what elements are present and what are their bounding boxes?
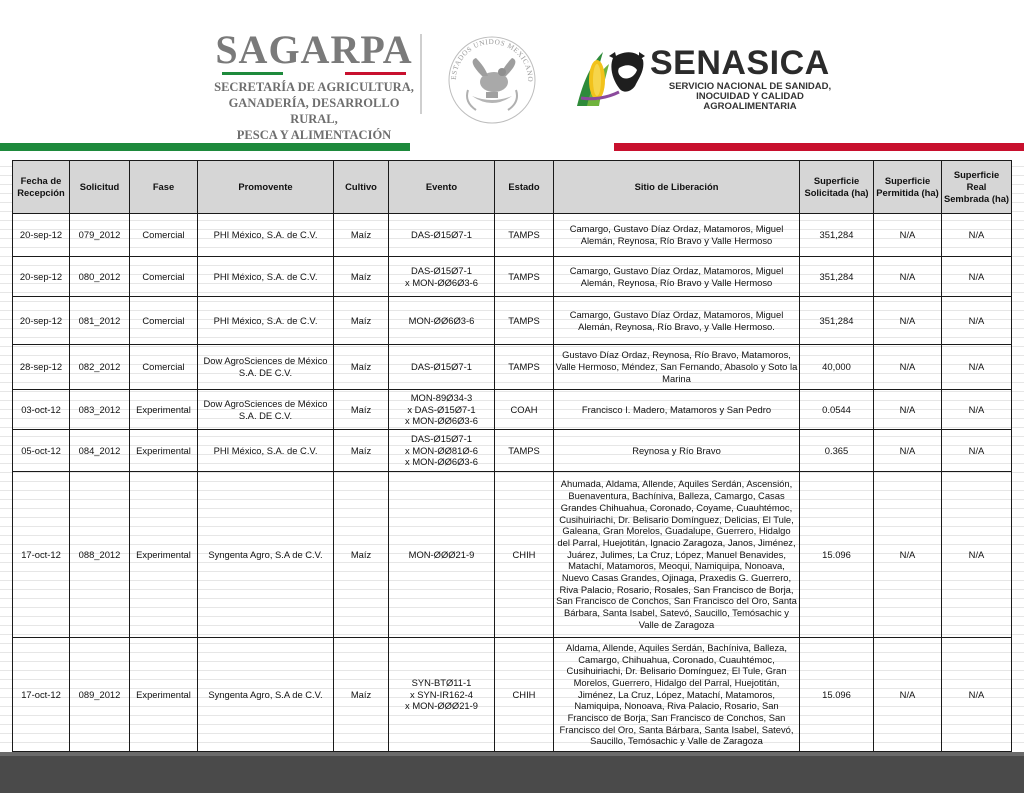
cell-evento: MON-ØØØ21-9: [389, 472, 495, 638]
cell-sembrada: N/A: [942, 638, 1012, 752]
cell-solicitud: 081_2012: [70, 297, 130, 345]
cell-sitio: Francisco I. Madero, Matamoros y San Pedro: [554, 390, 800, 430]
cell-permitida: N/A: [874, 390, 942, 430]
cell-promovente: Syngenta Agro, S.A de C.V.: [198, 638, 334, 752]
cell-solicitada: 15.096: [800, 638, 874, 752]
cell-solicitada: 351,284: [800, 297, 874, 345]
cell-fecha: 20-sep-12: [13, 257, 70, 297]
cell-solicitud: 082_2012: [70, 345, 130, 390]
cell-evento: SYN-BTØ11-1 x SYN-IR162-4 x MON-ØØØ21-9: [389, 638, 495, 752]
cell-evento: MON-ØØ6Ø3-6: [389, 297, 495, 345]
table-row: [13, 430, 1012, 472]
senasica-brand: [650, 46, 850, 112]
senasica-name: SENASICA: [650, 44, 830, 82]
cell-sitio: Aldama, Allende, Aquiles Serdán, Bachíniva, Balleza, Camargo, Chihuahua, Coronado, Cuauhtémoc, Cusihuiriachi, Dr. Belisario Domínguez, El Tule, Gran Morelos, Guerrero, Hidalgo del Parral, Huejotitán, Jiménez, La Cruz, López, Matachí, Matamoros, Namiquipa, Nonoava, Riva Palacio, Rosario, San Francisco de Borja, San Francisco de Conchos, San Francisco del Oro, Santa Bárbara, Santa Isabel, Satevó, Saucillo, Temósachic y Valle de Zaragoza: [554, 638, 800, 752]
mexico-seal-icon: [442, 30, 542, 126]
cell-fase: Comercial: [130, 257, 198, 297]
cell-sitio: Camargo, Gustavo Díaz Ordaz, Matamoros, Miguel Alemán, Reynosa, Río Bravo y Valle Hermoso: [554, 257, 800, 297]
cell-permitida: N/A: [874, 472, 942, 638]
sagarpa-logo: [214, 27, 414, 142]
col-cultivo-header: Cultivo: [334, 161, 389, 214]
cell-sitio: Camargo, Gustavo Díaz Ordaz, Matamoros, Miguel Alemán, Reynosa, Río Bravo y Valle Hermoso: [554, 214, 800, 257]
cell-fase: Experimental: [130, 638, 198, 752]
cell-solicitud: 084_2012: [70, 430, 130, 472]
cell-solicitada: 40,000: [800, 345, 874, 390]
cell-permitida: N/A: [874, 430, 942, 472]
cell-cultivo: Maíz: [334, 214, 389, 257]
sagarpa-flag-stripe: [222, 72, 406, 75]
seal-text: ESTADOS UNIDOS MEXICANO: [449, 37, 535, 83]
cell-sitio: Camargo, Gustavo Díaz Ordaz, Matamoros, Miguel Alemán, Reynosa, Río Bravo, y Valle Hermoso.: [554, 297, 800, 345]
cell-evento: DAS-Ø15Ø7-1 x MON-ØØ6Ø3-6: [389, 257, 495, 297]
cell-solicitud: 079_2012: [70, 214, 130, 257]
table-row: [13, 345, 1012, 390]
cell-cultivo: Maíz: [334, 638, 389, 752]
cell-sitio: Ahumada, Aldama, Allende, Aquiles Serdán, Ascensión, Buenaventura, Bachíniva, Balleza, Camargo, Casas Grandes Chihuahua, Coronado, Coyame, Cuauhtémoc, Cusihuiriachi, Dr. Belisario Domínguez, Delicias, El Tule, Galeana, Gran Morelos, Guadalupe, Guerrero, Hidalgo del Parral, Huejotitán, Ignacio Zaragoza, Janos, Jiménez, Juárez, Julimes, La Cruz, López, Manuel Benavides, Matachí, Matamoros, Meoqui, Namiquipa, Nonoava, Nuevo Casas Grandes, Ojinaga, Praxedis G. Guerrero, Riva Palacio, Rosario, Rosales, San Francisco de Borja, San Francisco de Conchos, San Francisco del Oro, Santa Bárbara, Santa Isabel, Satevó, Saucillo, Temósachic y Valle de Zaragoza: [554, 472, 800, 638]
cell-fase: Experimental: [130, 430, 198, 472]
col-permitida-header: Superficie Permitida (ha): [874, 161, 942, 214]
cell-solicitada: 351,284: [800, 214, 874, 257]
cell-fecha: 17-oct-12: [13, 638, 70, 752]
table-row: [13, 638, 1012, 752]
senasica-subtitle: SERVICIO NACIONAL DE SANIDAD, INOCUIDAD Y CALIDAD AGROALIMENTARIA: [668, 81, 832, 112]
cell-promovente: Dow AgroSciences de México S.A. DE C.V.: [198, 345, 334, 390]
cell-cultivo: Maíz: [334, 345, 389, 390]
cell-permitida: N/A: [874, 345, 942, 390]
cell-fase: Comercial: [130, 214, 198, 257]
cell-fecha: 28-sep-12: [13, 345, 70, 390]
cell-estado: TAMPS: [495, 214, 554, 257]
cell-cultivo: Maíz: [334, 430, 389, 472]
cell-promovente: Syngenta Agro, S.A de C.V.: [198, 472, 334, 638]
cell-cultivo: Maíz: [334, 257, 389, 297]
cell-permitida: N/A: [874, 257, 942, 297]
col-promovente-header: Promovente: [198, 161, 334, 214]
cell-estado: TAMPS: [495, 430, 554, 472]
cell-solicitud: 083_2012: [70, 390, 130, 430]
cell-fecha: 17-oct-12: [13, 472, 70, 638]
cell-permitida: N/A: [874, 214, 942, 257]
cell-evento: MON-89Ø34-3 x DAS-Ø15Ø7-1 x MON-ØØ6Ø3-6: [389, 390, 495, 430]
cell-sembrada: N/A: [942, 214, 1012, 257]
cell-cultivo: Maíz: [334, 472, 389, 638]
col-fase-header: Fase: [130, 161, 198, 214]
cell-estado: TAMPS: [495, 297, 554, 345]
table-row: [13, 390, 1012, 430]
cell-sembrada: N/A: [942, 430, 1012, 472]
cell-promovente: Dow AgroSciences de México S.A. DE C.V.: [198, 390, 334, 430]
cell-estado: CHIH: [495, 638, 554, 752]
footer-bar: [0, 752, 1024, 793]
sagarpa-name: SAGARPA: [215, 27, 413, 72]
cell-permitida: N/A: [874, 638, 942, 752]
table-row: [13, 297, 1012, 345]
sagarpa-subtitle: SECRETARÍA DE AGRICULTURA, GANADERÍA, DESARROLLO RURAL, PESCA Y ALIMENTACIÓN: [214, 80, 414, 142]
cell-solicitada: 0.365: [800, 430, 874, 472]
cell-sembrada: N/A: [942, 390, 1012, 430]
cell-sembrada: N/A: [942, 257, 1012, 297]
table-row: [13, 257, 1012, 297]
cell-fase: Comercial: [130, 297, 198, 345]
page-header: [0, 0, 1024, 150]
cell-promovente: PHI México, S.A. de C.V.: [198, 430, 334, 472]
cell-sembrada: N/A: [942, 345, 1012, 390]
cell-fecha: 03-oct-12: [13, 390, 70, 430]
liberation-permits-table: [12, 160, 1012, 752]
col-sitio-header: Sitio de Liberación: [554, 161, 800, 214]
cell-solicitada: 0.0544: [800, 390, 874, 430]
cell-promovente: PHI México, S.A. de C.V.: [198, 214, 334, 257]
logo-divider: [420, 34, 422, 114]
cell-fase: Comercial: [130, 345, 198, 390]
cell-fecha: 05-oct-12: [13, 430, 70, 472]
cell-promovente: PHI México, S.A. de C.V.: [198, 297, 334, 345]
table-row: [13, 214, 1012, 257]
col-solicitud-header: Solicitud: [70, 161, 130, 214]
cell-evento: DAS-Ø15Ø7-1 x MON-ØØ81Ø-6 x MON-ØØ6Ø3-6: [389, 430, 495, 472]
cell-fecha: 20-sep-12: [13, 214, 70, 257]
cell-evento: DAS-Ø15Ø7-1: [389, 214, 495, 257]
cell-estado: COAH: [495, 390, 554, 430]
cell-cultivo: Maíz: [334, 297, 389, 345]
cell-evento: DAS-Ø15Ø7-1: [389, 345, 495, 390]
col-fecha-header: Fecha de Recepción: [13, 161, 70, 214]
cell-estado: CHIH: [495, 472, 554, 638]
cell-permitida: N/A: [874, 297, 942, 345]
cell-sitio: Reynosa y Río Bravo: [554, 430, 800, 472]
cell-promovente: PHI México, S.A. de C.V.: [198, 257, 334, 297]
cell-cultivo: Maíz: [334, 390, 389, 430]
cell-fase: Experimental: [130, 472, 198, 638]
header-red-bar: [614, 143, 1024, 151]
cell-estado: TAMPS: [495, 257, 554, 297]
cell-solicitud: 080_2012: [70, 257, 130, 297]
footer-line: [0, 752, 1024, 756]
cell-sembrada: N/A: [942, 472, 1012, 638]
cell-sitio: Gustavo Díaz Ordaz, Reynosa, Río Bravo, Matamoros, Valle Hermoso, Méndez, San Fernando, Abasolo y Soto la Marina: [554, 345, 800, 390]
cell-solicitud: 088_2012: [70, 472, 130, 638]
cow-corn-logo-icon: [573, 42, 647, 108]
cell-sembrada: N/A: [942, 297, 1012, 345]
table-row: [13, 472, 1012, 638]
header-green-bar: [0, 143, 410, 151]
col-solicitada-header: Superficie Solicitada (ha): [800, 161, 874, 214]
cell-fecha: 20-sep-12: [13, 297, 70, 345]
col-evento-header: Evento: [389, 161, 495, 214]
cell-solicitada: 15.096: [800, 472, 874, 638]
cell-estado: TAMPS: [495, 345, 554, 390]
cell-fase: Experimental: [130, 390, 198, 430]
cell-solicitud: 089_2012: [70, 638, 130, 752]
cell-solicitada: 351,284: [800, 257, 874, 297]
col-estado-header: Estado: [495, 161, 554, 214]
table-header-row: [13, 161, 1012, 214]
col-sembrada-header: Superficie Real Sembrada (ha): [942, 161, 1012, 214]
